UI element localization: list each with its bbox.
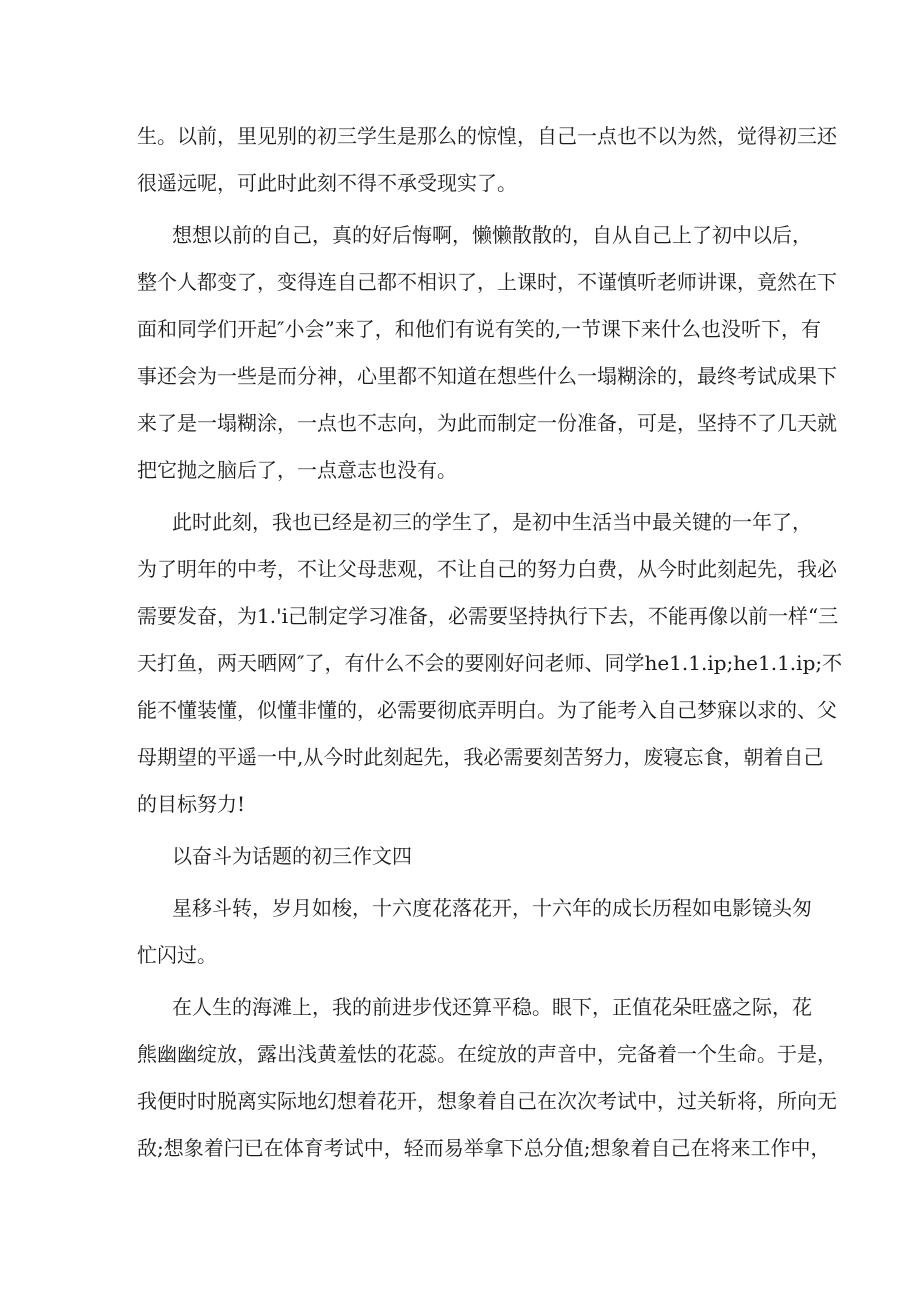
- text-line: 想想以前的自己，真的好后悔啊，懒懒散散的，自从自己上了初中以后，: [172, 223, 812, 247]
- text-line: 需要发奋，为1.'i己制定学习准备，必需要坚持执行下去，不能再像以前一样“三: [137, 604, 839, 628]
- paragraph-2: [0, 215, 920, 255]
- text-line: 星移斗转，岁月如梭，十六度花落花开，十六年的成长历程如电影镜头匆: [172, 896, 812, 920]
- paragraph-3: [0, 502, 920, 542]
- text-line: 生。以前，里见别的初三学生是那么的惊惶，自己一点也不以为然，觉得初三还: [137, 124, 837, 148]
- text-line: 母期望的平遥一中,从今时此刻起先，我必需要刻苦努力，废寝忘食，朝着自己: [137, 745, 824, 769]
- text-line: 此时此刻，我也已经是初三的学生了，是初中生活当中最关键的一年了，: [172, 510, 812, 534]
- text-line: 把它抛之脑后了，一点意志也没有。: [137, 458, 457, 482]
- text-line: 忙闪过。: [137, 943, 217, 967]
- paragraph-5: [0, 888, 920, 928]
- text-line: 能不懂装懂，似懂非懂的，必需要彻底弄明白。为了能考入自己梦寐以求的、父: [137, 698, 837, 722]
- text-line: 的目标努力!: [137, 792, 246, 816]
- section-heading: [0, 836, 920, 876]
- text-line: 为了明年的中考，不让父母悲观，不让自己的努力白费，从今时此刻起先，我必: [137, 557, 837, 581]
- text-line: 我便时时脱离实际地幻想着花开，想象着自己在次次考试中，过关斩将，所向无: [137, 1089, 837, 1113]
- text-line: 敌;想象着闩已在体育考试中，轻而易举拿下总分值;想象着自己在将来工作中，: [137, 1136, 831, 1160]
- text-line: 整个人都变了，变得连自己都不相识了，上课时，不谨慎听老师讲课，竟然在下: [137, 270, 837, 294]
- text-line: 很遥远呢，可此时此刻不得不承受现实了。: [137, 171, 517, 195]
- text-line: 熊幽幽绽放，露出浅黄羞怯的花蕊。在绽放的声音中，完备着一个生命。于是，: [137, 1042, 837, 1066]
- text-line: 天打鱼，两天晒网″了，有什么不会的要刚好问老师、同学he1.1.ip;he1.1.ip;不: [137, 651, 843, 675]
- text-line: 在人生的海滩上，我的前进步伐还算平稳。眼下，正值花朵旺盛之际，花: [172, 995, 812, 1019]
- paragraph-1: [0, 116, 920, 156]
- text-line: 来了是一塌糊涂，一点也不志向，为此而制定一份准备，可是，坚持不了几天就: [137, 411, 837, 435]
- text-line: 事还会为一些是而分神，心里都不知道在想些什么一塌糊涂的，最终考试成果下: [137, 364, 837, 388]
- text-line: 面和同学们开起″小会”来了，和他们有说有笑的,一节课下来什么也没听下，有: [137, 317, 822, 341]
- heading-text: 以奋斗为话题的初三作文四: [172, 844, 412, 868]
- paragraph-6: [0, 987, 920, 1027]
